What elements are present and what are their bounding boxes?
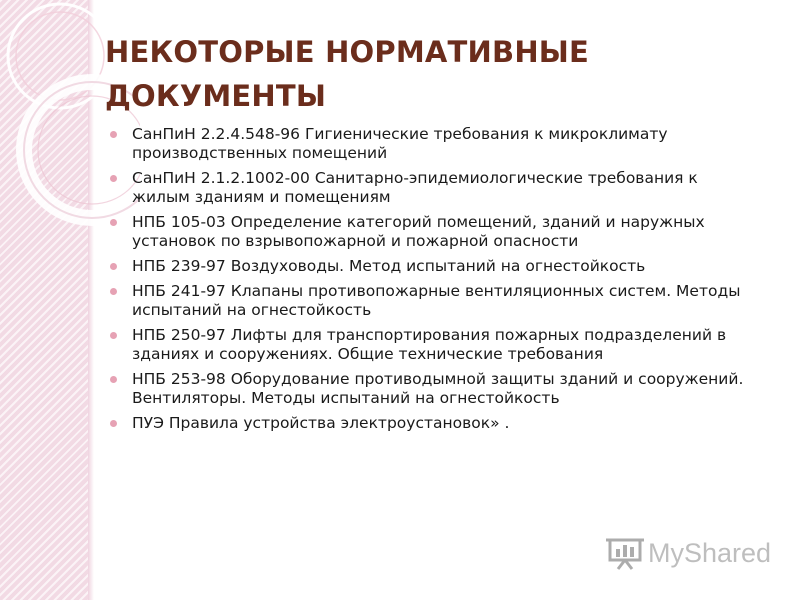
list-item-text: НПБ 239-97 Воздуховоды. Метод испытаний на огнестойкость xyxy=(132,257,646,275)
list-item xyxy=(108,125,748,163)
bullet-icon xyxy=(110,420,117,427)
list-item-text: СанПиН 2.1.2.1002-00 Санитарно-эпидемиологические требования к жилым зданиям и помещениям xyxy=(132,169,698,206)
presentation-board-icon xyxy=(606,536,646,570)
bullet-icon xyxy=(110,376,117,383)
list-item xyxy=(108,169,748,207)
list-item xyxy=(108,326,748,364)
list-item xyxy=(108,414,748,433)
bullet-icon xyxy=(110,332,117,339)
slide-title: НЕКОТОРЫЕ НОРМАТИВНЫЕ ДОКУМЕНТЫ xyxy=(105,35,590,113)
watermark-text: MyShared xyxy=(648,538,772,568)
list-item-text: НПБ 253-98 Оборудование противодымной защиты зданий и сооружений. Вентиляторы. Методы испытаний на огнестойкость xyxy=(132,370,744,407)
list-item-text: НПБ 105-03 Определение категорий помещений, зданий и наружных установок по взрывопожарной и пожарной опасности xyxy=(132,213,705,250)
watermark xyxy=(606,534,776,574)
list-item-text: НПБ 250-97 Лифты для транспортирования пожарных подразделений в зданиях и сооружениях. Общие технические требования xyxy=(132,326,727,363)
bullet-icon xyxy=(110,175,117,182)
list-item-text: ПУЭ Правила устройства электроустановок» . xyxy=(132,414,510,432)
bullet-icon xyxy=(110,131,117,138)
list-item xyxy=(108,282,748,320)
list-item xyxy=(108,257,748,276)
document-list xyxy=(108,125,748,439)
list-item xyxy=(108,213,748,251)
list-item-text: НПБ 241-97 Клапаны противопожарные вентиляционных систем. Методы испытаний на огнестойкость xyxy=(132,282,741,319)
list-item xyxy=(108,370,748,408)
list-item-text: СанПиН 2.2.4.548-96 Гигиенические требования к микроклимату производственных помещений xyxy=(132,125,668,162)
bullet-icon xyxy=(110,288,117,295)
bullet-icon xyxy=(110,219,117,226)
bullet-icon xyxy=(110,263,117,270)
